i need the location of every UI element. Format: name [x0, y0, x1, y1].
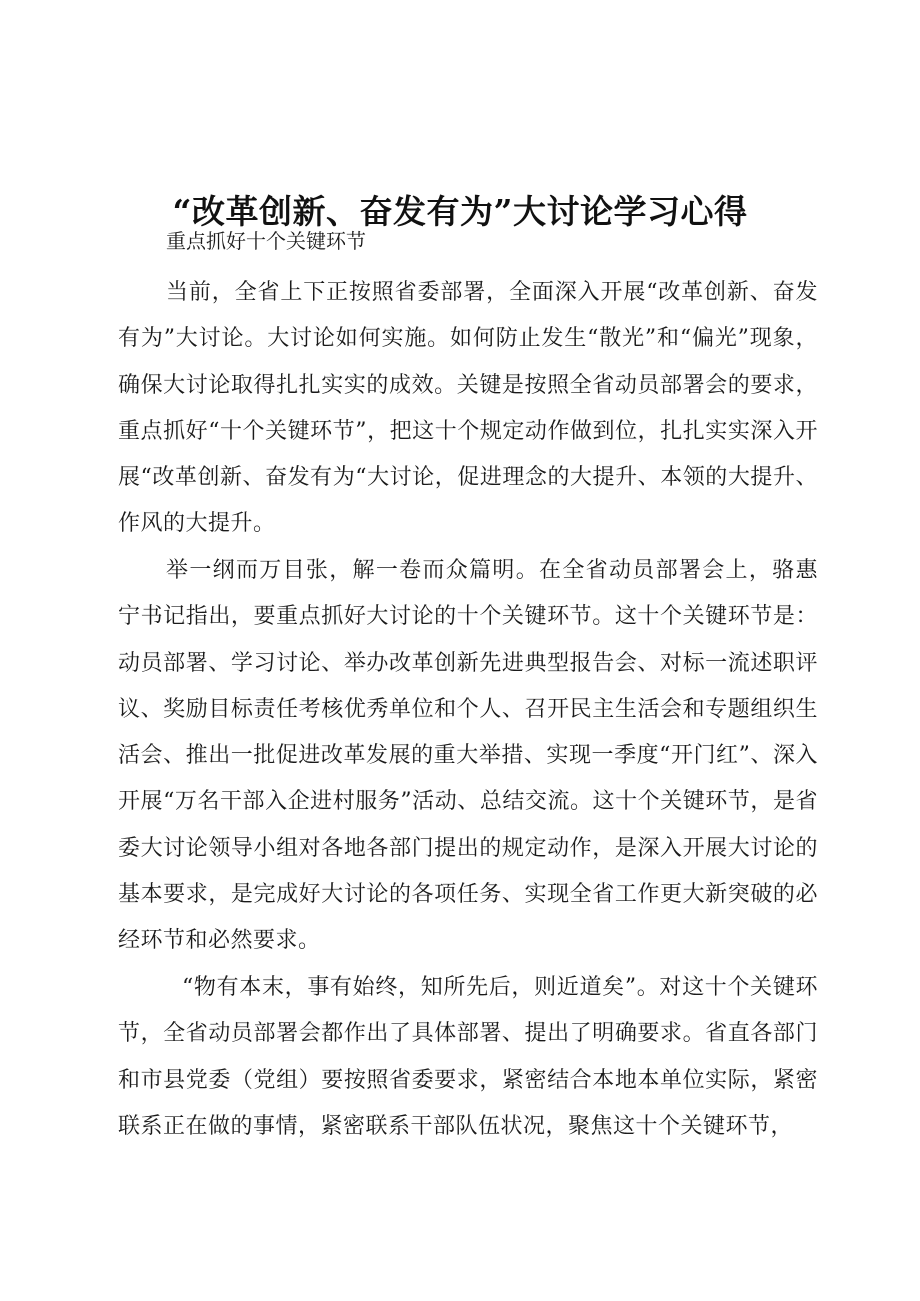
paragraph: 当前，全省上下正按照省委部署，全面深入开展“改革创新、奋发有为”大讨论。大讨论如何实施。如何防止发生“散光”和“偏光”现象，确保大讨论取得扎扎实实的成效。关键是按照全省动员部署会的要求，重点抓好“十个关键环节”，把这十个规定动作做到位，扎扎实实深入开展“改革创新、奋发有为“大讨论，促进理念的大提升、本领的大提升、作风的大提升。 — [118, 280, 818, 537]
paragraph: “物有本末，事有始终，知所先后，则近道矣”。对这十个关键环节，全省动员部署会都作出了具体部署、提出了明确要求。省直各部门和市县党委（党组）要按照省委要求，紧密结合本地本单位实际，紧密联系正在做的事情，紧密联系干部队伍状况，聚焦这十个关键环节， — [118, 975, 818, 1139]
paragraph: 举一纲而万目张，解一卷而众篇明。在全省动员部署会上，骆惠宁书记指出，要重点抓好大讨论的十个关键环节。这十个关键环节是：动员部署、学习讨论、举办改革创新先进典型报告会、对标一流述职评议、奖励目标责任考核优秀单位和个人、召开民主生活会和专题组织生活会、推出一批促进改革发展的重大举措、实现一季度“开门红”、深入开展“万名干部入企进村服务”活动、总结交流。这十个关键环节，是省委大讨论领导小组对各地各部门提出的规定动作，是深入开展大讨论的基本要求，是完成好大讨论的各项任务、实现全省工作更大新突破的必经环节和必然要求。 — [118, 558, 818, 954]
document-title: “改革创新、奋发有为”大讨论学习心得 — [172, 192, 748, 232]
document-subtitle: 重点抓好十个关键环节 — [166, 229, 366, 253]
